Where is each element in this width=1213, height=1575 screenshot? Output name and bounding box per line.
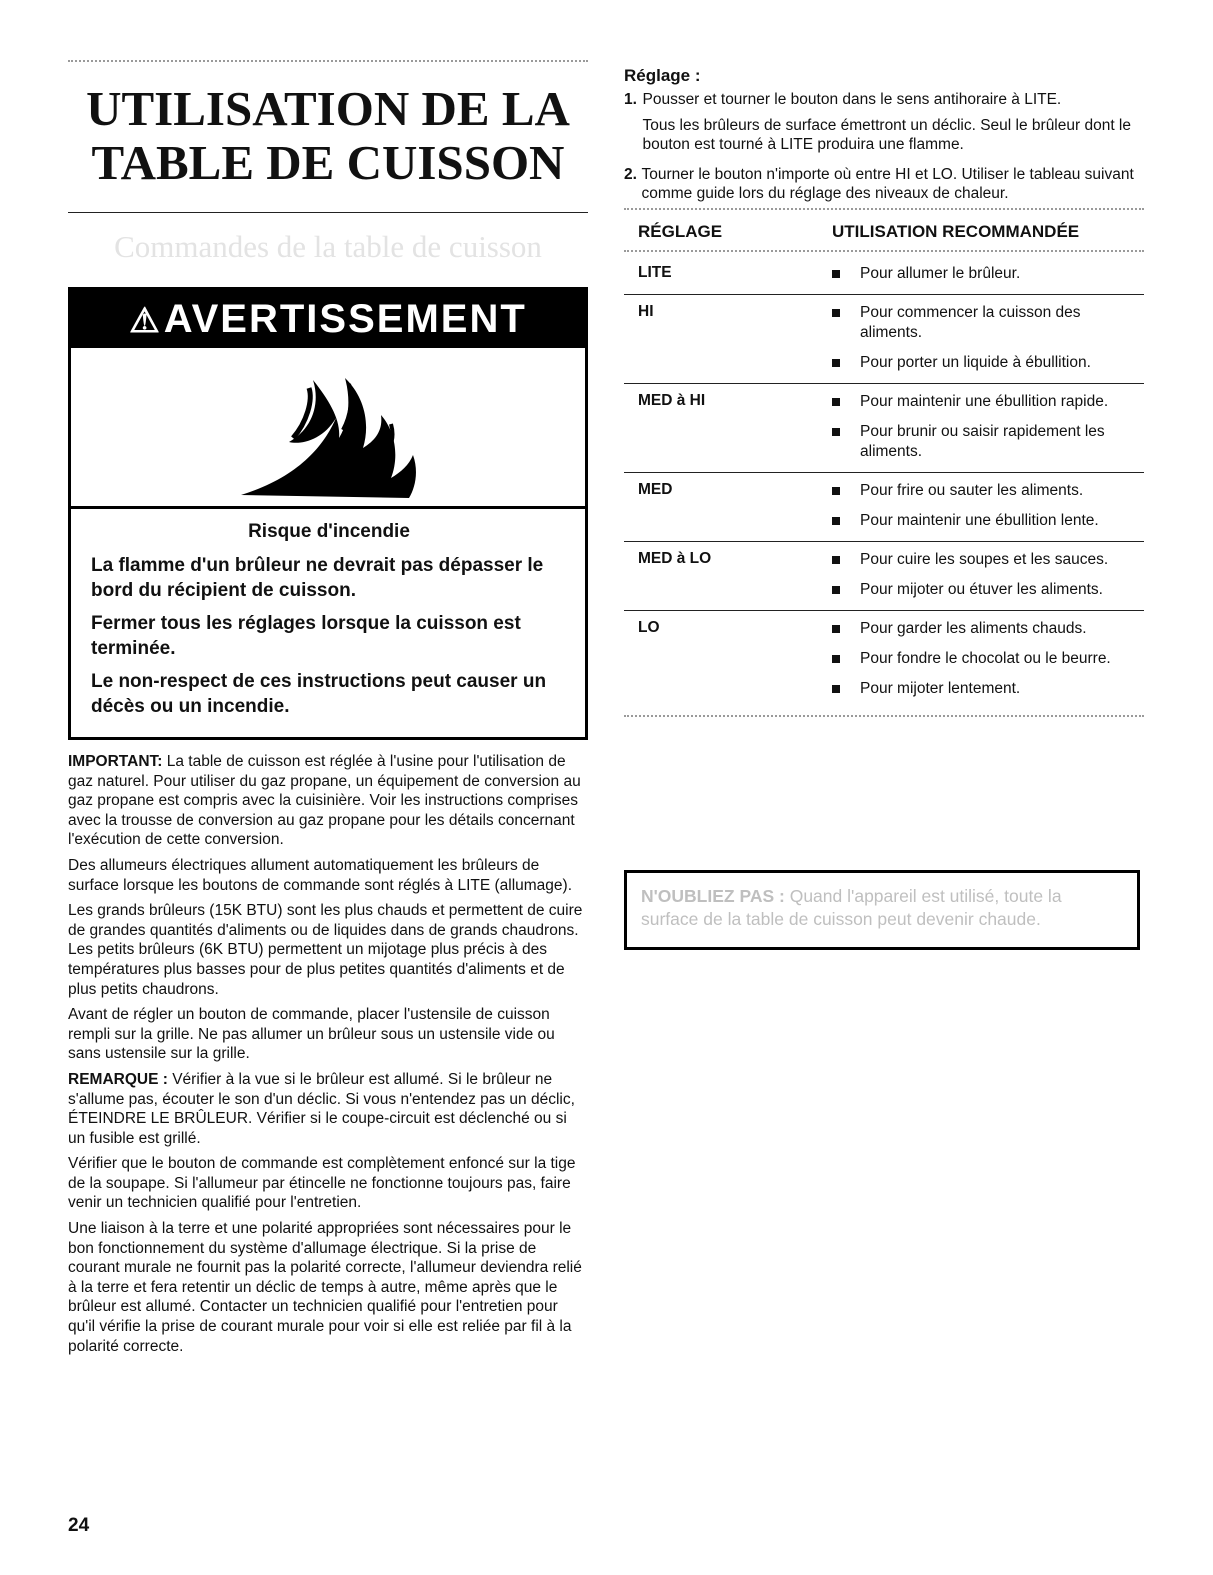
usage-bullet <box>832 392 1144 412</box>
bullet-square-icon <box>832 428 840 436</box>
usage-bullet <box>832 550 1144 570</box>
title-rule <box>68 212 588 213</box>
usage-text: Pour commencer la cuisson des aliments. <box>860 303 1081 341</box>
setting-name: MED à LO <box>638 549 712 567</box>
table-row <box>624 256 1144 294</box>
warning-line-2: Fermer tous les réglages lorsque la cuisson est terminée. <box>91 613 521 659</box>
step-1-line-2: Tous les brûleurs de surface émettront un déclic. Seul le brûleur dont le bouton est tourné à LITE produira une flamme. <box>642 116 1131 154</box>
usage-bullet <box>832 422 1144 462</box>
bullet-square-icon <box>832 655 840 663</box>
bullet-square-icon <box>832 625 840 633</box>
bullet-square-icon <box>832 359 840 367</box>
warning-box <box>68 287 588 740</box>
usage-text: Pour maintenir une ébullition rapide. <box>860 392 1109 410</box>
usage-text: Pour garder les aliments chauds. <box>860 619 1087 637</box>
table-header <box>624 214 1144 250</box>
setting-uses <box>832 392 1144 464</box>
usage-text: Pour porter un liquide à ébullition. <box>860 353 1091 371</box>
body-paragraph-7: Une liaison à la terre et une polarité appropriées sont nécessaires pour le bon fonctionnement du système d'allumage électrique. Si la prise de courant murale ne fournit pas la polarité correcte, l'allumeur deviendra relié à la terre et fera retentir un déclic de temps à autre, même après que le brûleur est allumé. Contacter un technicien qualifié pour l'entretien pour qu'il vérifie la prise de courant murale pour voir si elle est reliée par fil à la polarité correcte. <box>68 1220 582 1355</box>
body-paragraph-2: Des allumeurs électriques allument automatiquement les brûleurs de surface lorsque les boutons de commande sont réglés à LITE (allumage). <box>68 856 573 894</box>
table-row <box>624 541 1144 610</box>
usage-bullet <box>832 580 1144 600</box>
usage-text: Pour maintenir une ébullition lente. <box>860 511 1099 529</box>
usage-bullet <box>832 264 1144 284</box>
body-paragraph-3: Les grands brûleurs (15K BTU) sont les plus chauds et permettent de cuire de grandes quantités d'aliments ou de liquides dans de grands chaudrons. Les petits brûleurs (6K BTU) permettent un mijotage plus précis à des températures plus basses pour de plus petites quantités d'aliments et de plus petits chaudrons. <box>68 902 583 998</box>
top-dotted-rule <box>68 60 588 66</box>
table-row <box>624 472 1144 541</box>
warning-line-3: Le non-respect de ces instructions peut causer un décès ou un incendie. <box>91 671 547 717</box>
usage-text: Pour mijoter lentement. <box>860 679 1021 697</box>
step-1-line-1: Pousser et tourner le bouton dans le sens antihoraire à LITE. <box>642 91 1062 108</box>
reminder-label: N'OUBLIEZ PAS : <box>641 886 785 906</box>
table-row <box>624 610 1144 709</box>
usage-text: Pour allumer le brûleur. <box>860 264 1021 282</box>
step-1 <box>624 90 1144 161</box>
usage-bullet <box>832 619 1144 639</box>
warning-header-label: AVERTISSEMENT <box>163 297 527 341</box>
table-row <box>624 294 1144 383</box>
remarque-text: Vérifier à la vue si le brûleur est allumé. Si le brûleur ne s'allume pas, écouter le son d'un déclic. Si vous n'entendez pas un déclic, ÉTEINDRE LE BRÛLEUR. Vérifier si le coupe-circuit est déclenché ou si un fusible est grillé. <box>68 1070 575 1147</box>
setting-name: LO <box>638 618 660 636</box>
table-row <box>624 383 1144 472</box>
reminder-box <box>624 870 1140 950</box>
reminder-text: Quand l'appareil est utilisé, toute la surface de la table de cuisson peut devenir chaude. <box>641 886 1062 929</box>
title-line-1: UTILISATION DE LA <box>86 81 570 136</box>
bullet-square-icon <box>832 309 840 317</box>
settings-table <box>624 256 1144 709</box>
usage-bullet <box>832 679 1144 699</box>
setting-uses <box>832 303 1144 375</box>
page-title <box>68 82 588 190</box>
left-column <box>68 60 588 1362</box>
setting-uses <box>832 550 1144 602</box>
setting-uses <box>832 264 1144 286</box>
fire-illustration <box>71 348 585 509</box>
table-bottom-rule <box>624 715 1144 721</box>
usage-bullet <box>832 481 1144 501</box>
setting-uses <box>832 481 1144 533</box>
header-setting: RÉGLAGE <box>638 221 723 241</box>
page-number: 24 <box>68 1515 90 1536</box>
fire-hazard-icon <box>241 360 421 500</box>
important-label: IMPORTANT: <box>68 753 163 770</box>
usage-text: Pour brunir ou saisir rapidement les aliments. <box>860 422 1105 460</box>
step-2-number: 2. <box>624 165 637 183</box>
bullet-square-icon <box>832 398 840 406</box>
usage-bullet <box>832 353 1144 373</box>
bullet-square-icon <box>832 487 840 495</box>
bullet-square-icon <box>832 556 840 564</box>
warning-text <box>71 509 585 737</box>
setting-name: HI <box>638 302 654 320</box>
bullet-square-icon <box>832 685 840 693</box>
body-paragraph-4: Avant de régler un bouton de commande, placer l'ustensile de cuisson rempli sur la grille. Ne pas allumer un brûleur sous un ustensile vide ou sans ustensile sur la grille. <box>68 1006 555 1063</box>
setting-uses <box>832 619 1144 701</box>
setting-name: MED à HI <box>638 391 706 409</box>
bullet-square-icon <box>832 270 840 278</box>
header-usage: UTILISATION RECOMMANDÉE <box>832 221 1080 241</box>
usage-bullet <box>832 303 1144 343</box>
remarque-label: REMARQUE : <box>68 1070 168 1088</box>
usage-text: Pour mijoter ou étuver les aliments. <box>860 580 1103 598</box>
important-text: La table de cuisson est réglée à l'usine pour l'utilisation de gaz naturel. Pour utiliser du gaz propane, un équipement de conversion au gaz propane est compris avec la cuisinière. Voir les instructions comprises avec la trousse de conversion au gaz propane pour les détails concernant l'exécution de cette conversion. <box>68 753 581 849</box>
important-paragraph <box>68 752 588 850</box>
step-1-number: 1. <box>624 91 637 108</box>
body-paragraph-6: Vérifier que le bouton de commande est complètement enfoncé sur la tige de la soupape. Si l'allumeur par étincelle ne fonctionne toujours pas, faire venir un technicien qualifié pour l'entretien. <box>68 1155 576 1212</box>
right-column <box>624 60 1144 721</box>
usage-bullet <box>832 649 1144 669</box>
bullet-square-icon <box>832 517 840 525</box>
bullet-square-icon <box>832 586 840 594</box>
step-2-line-1: Tourner le bouton n'importe où entre HI et LO. Utiliser le tableau suivant comme guide lors du réglage des niveaux de chaleur. <box>641 165 1134 203</box>
warning-header <box>71 290 585 348</box>
warning-triangle-icon: ⚠ <box>129 302 162 340</box>
section-subtitle: Commandes de la table de cuisson <box>114 229 542 264</box>
setting-name: LITE <box>638 263 672 281</box>
usage-text: Pour frire ou sauter les aliments. <box>860 481 1084 499</box>
usage-bullet <box>832 511 1144 531</box>
step-2 <box>624 165 1144 204</box>
title-line-2: TABLE DE CUISSON <box>91 135 565 190</box>
setting-name: MED <box>638 480 673 498</box>
warning-risk: Risque d'incendie <box>248 521 410 542</box>
reglage-heading: Réglage : <box>624 66 701 85</box>
usage-text: Pour fondre le chocolat ou le beurre. <box>860 649 1111 667</box>
usage-text: Pour cuire les soupes et les sauces. <box>860 550 1109 568</box>
warning-line-1: La flamme d'un brûleur ne devrait pas dépasser le bord du récipient de cuisson. <box>91 555 544 601</box>
remarque-paragraph <box>68 1070 588 1148</box>
